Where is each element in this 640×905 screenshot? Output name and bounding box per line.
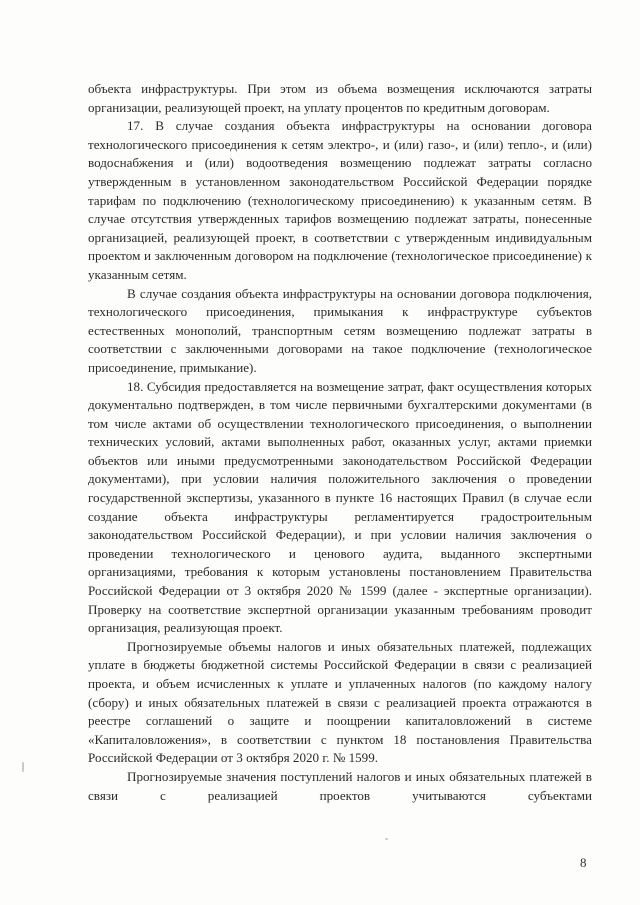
paragraph-text: 18. Субсидия предоставляется на возмещение затрат, факт осуществления которых документально подтвержден, в том числе первичными бухгалтерскими документами (в том числе актами об осуществлении технологического присоединения, о выполнении технических условий, актами выполненных работ, оказанных услуг, актами приемки объектов или иными предусмотренными законодательством Российской Федерации документами), при условии наличия положительного заключения о проведении государственной экспертизы, указанного в пункте 16 настоящих Правил (в случае если создание объекта инфраструктуры регламентируется градостроительным законодательством Российской Федерации), и при условии наличия заключения о проведении технологического и ценового аудита, выданного экспертными организациями, требования к которым установлены постановлением Правительства Российской Федерации от 3 октября 2020 № 1599 (далее - экспертные организации). Проверку на соответствие экспертной организации указанным требованиям проводит организация, реализующая проект.	[88, 378, 592, 636]
scan-artifact	[385, 838, 388, 840]
paragraph-item-17-connection	[88, 285, 592, 378]
scan-artifact	[22, 762, 24, 772]
paragraph-text: Прогнозируемые объемы налогов и иных обязательных платежей, подлежащих уплате в бюджеты бюджетной системы Российской Федерации в связи с реализацией проекта, и объем исчисленных к уплате и уплаченных налогов (по каждому налогу (сбору) и иных обязательных платежей в связи с реализацией проекта отражаются в реестре соглашений о защите и поощрении капиталовложений в системе «Капиталовложения», в соответствии с пунктом 18 постановления Правительства Российской Федерации от 3 октября 2020 г. № 1599.	[88, 638, 592, 766]
paragraph-item-18-taxes	[88, 638, 592, 768]
paragraph-text: объекта инфраструктуры. При этом из объема возмещения исключаются затраты организации, реализующей проект, на уплату процентов по кредитным договорам.	[88, 81, 592, 115]
paragraph-item-17	[88, 117, 592, 284]
document-body	[88, 80, 592, 805]
paragraph-continuation	[88, 80, 592, 117]
paragraph-text: 17. В случае создания объекта инфраструктуры на основании договора технологического присоединения к сетям электро-, и (или) газо-, и (или) тепло-, и (или) водоснабжения и (или) водоотведения возмещению подлежат затраты согласно утвержденным в установленном законодательством Российской Федерации порядке тарифам по подключению (технологическому присоединению) к указанным сетям. В случае отсутствия утвержденных тарифов возмещению подлежат затраты, понесенные организацией, реализующей проект, в соответствии с утвержденным индивидуальным проектом и заключенным договором на подключение (технологическое присоединение) к указанным сетям.	[88, 118, 592, 282]
paragraph-item-18-forecast	[88, 768, 592, 805]
paragraph-text: Прогнозируемые значения поступлений налогов и иных обязательных платежей в связи с реализацией проектов учитываются субъектами	[88, 768, 592, 803]
page-number: 8	[580, 855, 587, 870]
paragraph-item-18	[88, 378, 592, 638]
paragraph-text: В случае создания объекта инфраструктуры на основании договора подключения, технологического присоединения, примыкания к инфраструктуре субъектов естественных монополий, транспортным сетям возмещению подлежат затраты в соответствии с заключенными договорами на такое подключение (технологическое присоединение, примыкание).	[88, 285, 592, 375]
